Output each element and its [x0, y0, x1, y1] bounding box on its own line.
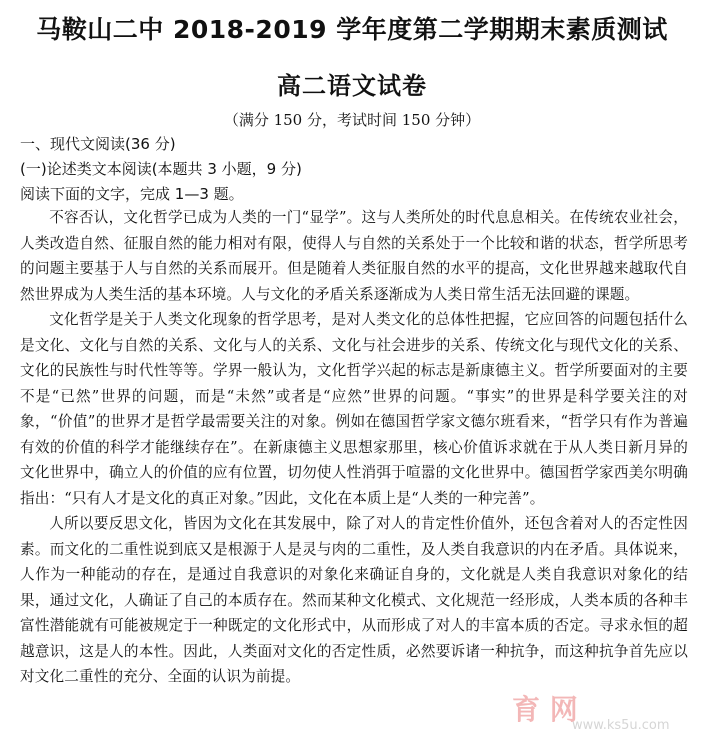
- watermark: [512, 688, 692, 738]
- passage-paragraph-2: 文化哲学是关于人类文化现象的哲学思考，是对人类文化的总体性把握，它应回答的问题包括什么是文化、文化与自然的关系、文化与人的关系、文化与社会进步的关系、传统文化与现代文化的关系、文化的民族性与时代性等等。学界一般认为，文化哲学兴起的标志是新康德主义。哲学所要面对的主要不是“已然”世界的问题，而是“未然”或者是“应然”世界的问题。“事实”的世界是科学要关注的对象，“价值”的世界才是哲学最需要关注的对象。例如在德国哲学家文德尔班看来，“哲学只有作为普遍有效的价值的科学才能继续存在”。在新康德主义思想家那里，核心价值诉求就在于从人类日新月异的文化世界中，确立人的价值的应有位置，切勿使人性消弭于喧嚣的文化世界中。德国哲学家西美尔明确指出：“只有人才是文化的真正对象。”因此，文化在本质上是“人类的一种完善”。: [20, 311, 688, 507]
- section-subheading: (一)论述类文本阅读(本题共 3 小题，9 分): [20, 160, 302, 178]
- passage-paragraph-1: 不容否认，文化哲学已成为人类的一门“显学”。这与人类所处的时代息息相关。在传统农业社会，人类改造自然、征服自然的能力相对有限，使得人与自然的关系处于一个比较和谐的状态，哲学所思考的问题主要基于人与自然的关系而展开。但是随着人类征服自然的水平的提高，文化世界越来越取代自然世界成为人类生活的基本环境。人与文化的矛盾关系逐渐成为人类日常生活无法回避的课题。: [20, 209, 688, 303]
- passage-paragraph-3: 人所以要反思文化，皆因为文化在其发展中，除了对人的肯定性价值外，还包含着对人的否定性因素。而文化的二重性说到底又是根源于人是灵与肉的二重性，及人类自我意识的内在矛盾。具体说来，人作为一种能动的存在，是通过自我意识的对象化来确证自身的，文化就是人类自我意识对象化的结果，通过文化，人确证了自己的本质存在。然而某种文化模式、文化规范一经形成，人类本质的各种丰富性潜能就有可能被规定于一种既定的文化形式中，从而形成了对人的丰富本质的否定。寻求永恒的超越意识，这是人的本性。因此，人类面对文化的否定性质，必然要诉诸一种抗争，而这种抗争首先应以对文化二重性的充分、全面的认识为前提。: [20, 515, 688, 685]
- reading-instruction: 阅读下面的文字，完成 1—3 题。: [20, 185, 244, 203]
- exam-title: 马鞍山二中 2018-2019 学年度第二学期期末素质测试: [36, 15, 668, 44]
- exam-subtitle: 高二语文试卷: [277, 72, 427, 100]
- reading-passage: [20, 205, 688, 690]
- exam-info: （满分 150 分，考试时间 150 分钟）: [223, 111, 481, 129]
- watermark-url: www.ks5u.com: [572, 718, 670, 733]
- section-heading: 一、现代文阅读(36 分): [20, 135, 176, 153]
- watermark-text: 育 网: [512, 693, 578, 726]
